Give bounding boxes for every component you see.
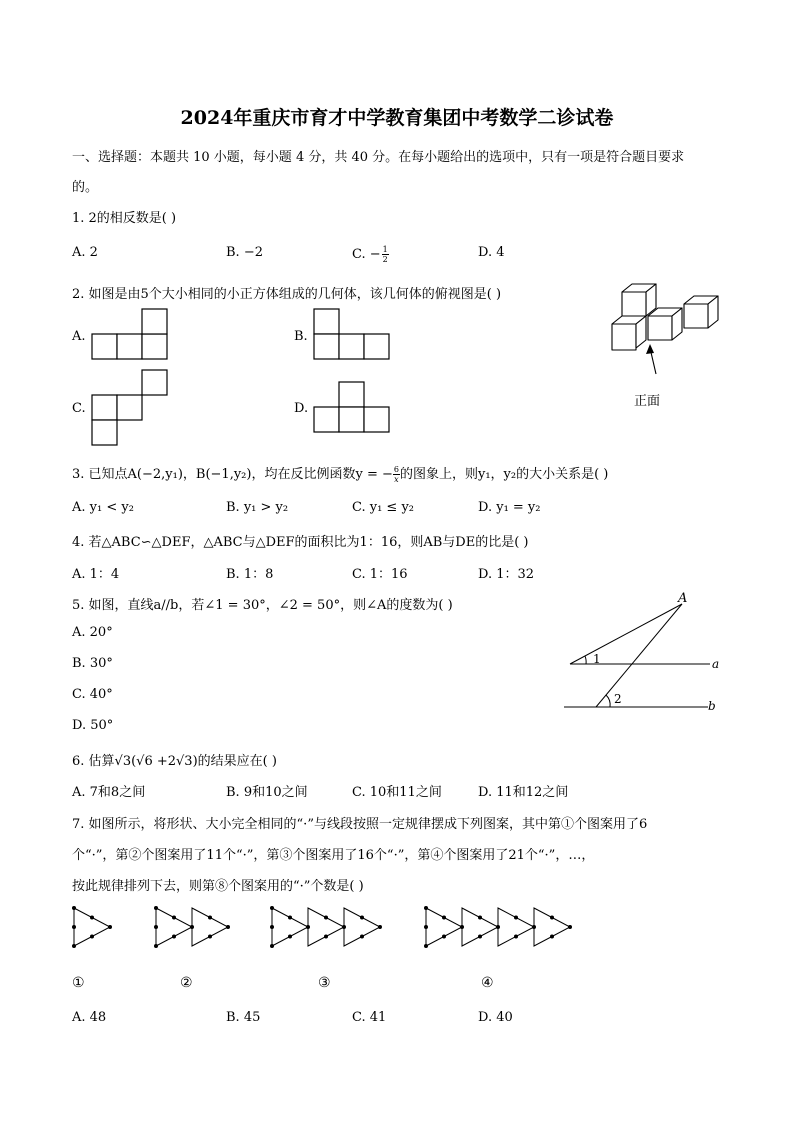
q7-dot (208, 916, 212, 920)
q7-dot (360, 935, 364, 939)
q7-dot (478, 916, 482, 920)
q7-dot (532, 925, 536, 929)
q1-c-denominator: 2 (382, 255, 388, 264)
q3-frac-num: 6 (393, 465, 399, 474)
q6-option-a: A. 7和8之间 (72, 785, 146, 800)
q7-dot (360, 916, 364, 920)
q7-dot (424, 906, 428, 910)
q7-dot (90, 916, 94, 920)
q7-triangle (272, 908, 308, 946)
q7-dot (460, 925, 464, 929)
q5-label-A: A (678, 591, 688, 606)
q7-option-a: A. 48 (72, 1010, 107, 1025)
q7-triangle (344, 908, 380, 946)
q7-dot (324, 935, 328, 939)
page-title: 2024年重庆市育才中学教育集团中考数学二诊试卷 (180, 107, 614, 129)
q7-figure-2-label: ② (180, 975, 193, 991)
q7-triangle (74, 908, 110, 946)
q7-dot (154, 906, 158, 910)
q7-dot (190, 925, 194, 929)
q2-stem: 2. 如图是由5个大小相同的小正方体组成的几何体，该几何体的俯视图是( ) (72, 287, 502, 302)
q7-dot (478, 935, 482, 939)
q7-dot (496, 925, 500, 929)
q7-figure-3-label: ③ (318, 975, 331, 991)
q7-dot (270, 906, 274, 910)
q4-option-c: C. 1：16 (352, 567, 408, 582)
q7-triangle (534, 908, 570, 946)
q3-frac-den: x (394, 475, 399, 484)
q4-stem: 4. 若△ABC∽△DEF，△ABC与△DEF的面积比为1：16，则AB与DE的比是( ) (72, 535, 529, 550)
section-instructions-line2: 的。 (72, 180, 99, 195)
q7-dot (424, 925, 428, 929)
q5-option-c: C. 40° (72, 687, 113, 702)
q7-dot (172, 916, 176, 920)
q7-dot (342, 925, 346, 929)
q5-stem: 5. 如图，直线a//b，若∠1 = 30°，∠2 = 50°，则∠A的度数为( ) (72, 598, 453, 613)
q7-dot (324, 916, 328, 920)
q1-option-a: A. 2 (72, 245, 98, 260)
q1-c-numerator: 1 (382, 245, 388, 254)
q4-option-b: B. 1：8 (226, 567, 274, 582)
q7-dot (568, 925, 572, 929)
q6-option-c: C. 10和11之间 (352, 785, 442, 800)
q7-dot (72, 906, 76, 910)
q5-label-1: 1 (593, 652, 601, 666)
q5-option-d: D. 50° (72, 718, 114, 733)
q4-option-d: D. 1：32 (478, 567, 535, 582)
q1-option-d: D. 4 (478, 245, 505, 260)
q7-dot (514, 916, 518, 920)
q3-option-d: D. y₁ = y₂ (478, 500, 541, 515)
q1-option-c-prefix: C. − (352, 247, 381, 262)
q7-dot (270, 925, 274, 929)
section-instructions-line1: 一、选择题：本题共 10 小题，每小题 4 分，共 40 分。在每小题给出的选项中，只有一项是符合题目要求 (72, 150, 685, 165)
q2-option-a-label: A. (72, 329, 86, 344)
q7-dot (378, 925, 382, 929)
q3-stem-part1: 3. 已知点A(−2,y₁)，B(−1,y₂)，均在反比例函数y = − (72, 467, 393, 482)
q5-label-a: a (712, 657, 720, 671)
q7-dot (424, 944, 428, 948)
q6-stem: 6. 估算√3(√6 +2√3)的结果应在( ) (72, 754, 277, 769)
q2-option-d-label: D. (294, 401, 309, 416)
q7-stem-line3: 按此规律排列下去，则第⑧个图案用的“·”个数是( ) (72, 879, 364, 894)
q5-option-a: A. 20° (72, 625, 113, 640)
q3-stem-part2: 的图象上，则y₁，y₂的大小关系是( ) (399, 467, 609, 482)
q7-dot (108, 925, 112, 929)
q7-triangle (192, 908, 228, 946)
q7-option-b: B. 45 (226, 1010, 261, 1025)
q5-label-b: b (708, 699, 716, 713)
q7-stem-line1: 7. 如图所示，将形状、大小完全相同的“·”与线段按照一定规律摆成下列图案，其中第①个图案用了6 (72, 817, 648, 832)
q3-option-c: C. y₁ ≤ y₂ (352, 500, 415, 515)
q7-dot (288, 916, 292, 920)
q7-dot (306, 925, 310, 929)
q7-triangle (498, 908, 534, 946)
q7-option-c: C. 41 (352, 1010, 387, 1025)
q7-dot (442, 935, 446, 939)
q7-figure-4-label: ④ (481, 975, 494, 991)
q2-front-label: 正面 (634, 394, 661, 409)
q7-triangle (462, 908, 498, 946)
q2-option-c-label: C. (72, 401, 86, 416)
q7-dot (90, 935, 94, 939)
q6-option-d: D. 11和12之间 (478, 785, 569, 800)
q7-triangle (426, 908, 462, 946)
q1-stem: 1. 2的相反数是( ) (72, 211, 177, 226)
q7-dot (208, 935, 212, 939)
q7-triangle (156, 908, 192, 946)
q3-option-b: B. y₁ > y₂ (226, 500, 289, 515)
q7-figure-1-label: ① (72, 975, 85, 991)
q2-option-b-label: B. (294, 329, 308, 344)
q7-option-d: D. 40 (478, 1010, 513, 1025)
q7-dot (154, 925, 158, 929)
q4-option-a: A. 1：4 (72, 567, 120, 582)
q5-option-b: B. 30° (72, 656, 113, 671)
q1-option-b: B. −2 (226, 245, 263, 260)
q7-dot (172, 935, 176, 939)
q7-dot (72, 925, 76, 929)
q7-dot (72, 944, 76, 948)
q7-triangle (308, 908, 344, 946)
q7-dot (514, 935, 518, 939)
q7-dot (550, 935, 554, 939)
q7-dot (226, 925, 230, 929)
q7-dot (288, 935, 292, 939)
q7-dot (270, 944, 274, 948)
q7-stem-line2: 个“·”，第②个图案用了11个“·”，第③个图案用了16个“·”，第④个图案用了21个“·”，…， (72, 848, 595, 863)
q6-option-b: B. 9和10之间 (226, 785, 308, 800)
q7-dot (154, 944, 158, 948)
q3-option-a: A. y₁ < y₂ (72, 500, 134, 515)
q7-dot (550, 916, 554, 920)
q7-dot (442, 916, 446, 920)
q5-label-2: 2 (614, 692, 622, 706)
